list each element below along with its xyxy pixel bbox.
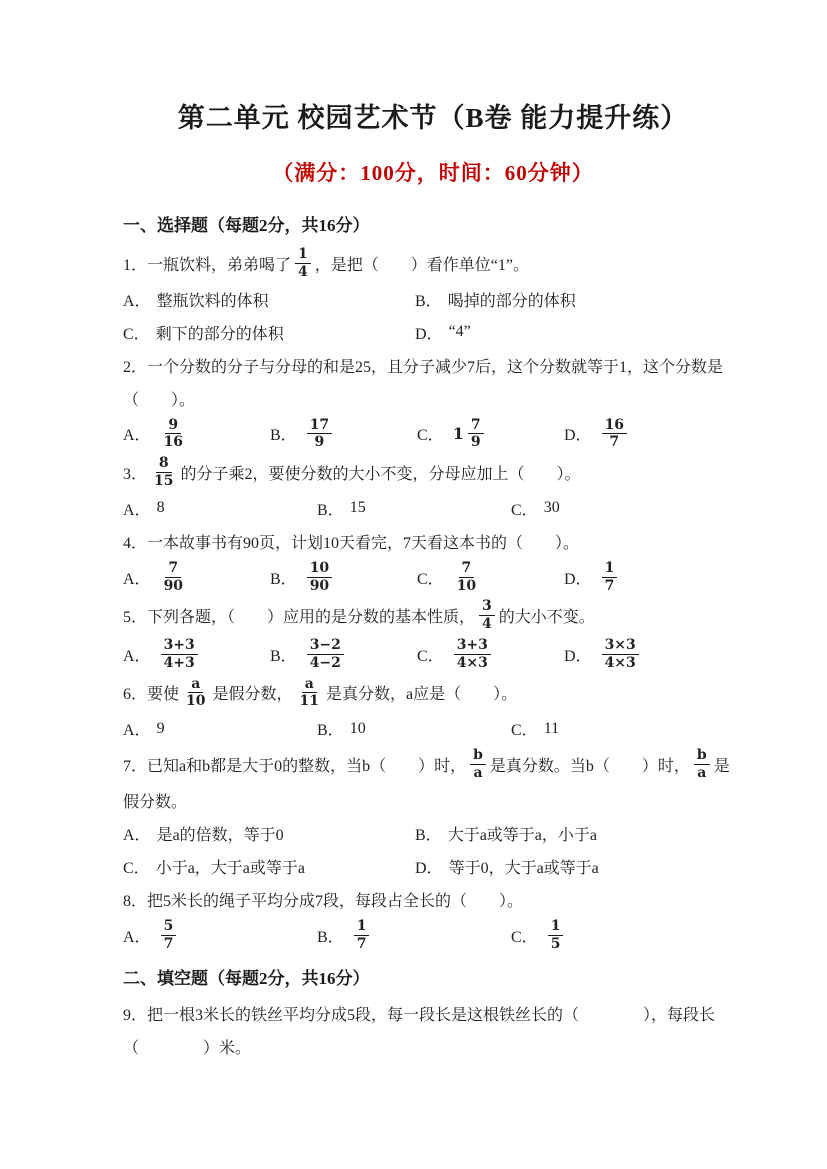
fraction: [479, 598, 495, 633]
option-label: C．: [417, 427, 444, 445]
option-label: D．: [415, 325, 443, 343]
text-segment: 3．: [123, 465, 148, 483]
fraction: [602, 637, 639, 672]
fraction-denominator: 15: [154, 472, 174, 489]
question-7-option-D: [415, 855, 743, 878]
question-1-option-C: [123, 321, 415, 344]
question-2-option-B: [270, 415, 417, 454]
text-segment: 30: [543, 499, 560, 517]
question-1-option-B: [415, 288, 743, 311]
fraction: [694, 747, 710, 782]
option-label: A．: [123, 292, 151, 310]
fraction-denominator: 9: [314, 434, 325, 451]
question-6-option-C: [511, 717, 743, 740]
fraction-denominator: 4: [482, 616, 492, 633]
option-label: B．: [415, 292, 442, 310]
text-segment: 整瓶饮料的体积: [156, 292, 269, 310]
question-5-option-A: [123, 635, 270, 674]
fraction-numerator: 3×3: [602, 637, 639, 655]
fraction-numerator: 1: [295, 246, 311, 264]
fraction-denominator: 7: [609, 434, 620, 451]
question-6-option-B: [317, 717, 511, 740]
fraction-denominator: 4−2: [309, 654, 341, 671]
exam-subtitle: （满分：100分，时间：60分钟）: [272, 161, 594, 185]
text-segment: ，是把（ ）看作单位“1”。: [314, 256, 529, 274]
fraction: [151, 455, 176, 490]
option-label: D．: [564, 570, 592, 588]
question-8-options-row: [123, 916, 743, 955]
text-segment: 小于a，大于a或等于a: [155, 859, 305, 877]
text-segment: 是真分数。当b（ ）时，: [489, 757, 690, 775]
question-5-option-C: [417, 635, 564, 674]
fraction: [454, 637, 491, 672]
question-2-line: [123, 349, 743, 382]
text-segment: 7．已知a和b都是大于0的整数，当b（ ）时，: [123, 757, 467, 775]
exam-title: 第二单元 校园艺术节（B卷 能力提升练）: [177, 103, 689, 133]
fraction: [548, 918, 564, 953]
fraction-numerator: 3: [479, 598, 495, 616]
mixed-number-whole: 1: [452, 424, 464, 444]
fraction-denominator: 11: [299, 693, 319, 710]
question-3-options-row: [123, 492, 743, 525]
option-label: B．: [415, 826, 442, 844]
question-7-options-row: [123, 817, 743, 850]
text-segment: 剩下的部分的体积: [155, 325, 284, 343]
question-6-option-A: [123, 717, 317, 740]
question-3-option-A: [123, 497, 317, 520]
question-1-option-D: [415, 321, 743, 344]
option-label: C．: [511, 501, 538, 519]
question-3-line: [123, 453, 743, 492]
fraction: [468, 417, 484, 452]
text-segment: 8: [156, 499, 165, 517]
option-label: A．: [123, 427, 151, 445]
fraction-numerator: 3−2: [307, 637, 344, 655]
fraction: [161, 918, 177, 953]
option-label: C．: [123, 859, 150, 877]
question-1-options-row: [123, 283, 743, 316]
fraction-numerator: a: [302, 676, 317, 694]
fraction: [602, 417, 627, 452]
fraction-denominator: 4×3: [604, 654, 636, 671]
question-8-option-A: [123, 916, 317, 955]
fraction-denominator: 7: [604, 577, 615, 594]
question-1-option-A: [123, 288, 415, 311]
question-8-line: [123, 883, 743, 916]
question-7-options-row: [123, 850, 743, 883]
fraction-numerator: 17: [307, 417, 332, 435]
option-label: C．: [417, 570, 444, 588]
text-segment: （ ）米。: [123, 1040, 252, 1058]
text-segment: 是假分数，: [212, 686, 293, 704]
question-2-option-D: [564, 415, 743, 454]
text-segment: 等于0，大于a或等于a: [448, 859, 599, 877]
option-label: C．: [417, 647, 444, 665]
question-5-line: [123, 596, 743, 635]
text-segment: 假分数。: [123, 793, 188, 811]
fraction-numerator: b: [694, 747, 710, 765]
text-segment: 9．把一根3米长的铁丝平均分成5段，每一段长是这根铁丝长的（ ），每段长: [123, 1007, 716, 1025]
option-label: C．: [123, 325, 150, 343]
question-6-line: [123, 674, 743, 713]
text-segment: 4．一本故事书有90页，计划10天看完，7天看这本书的（ ）。: [123, 534, 580, 552]
option-label: A．: [123, 501, 151, 519]
question-2-option-C: [417, 415, 564, 454]
question-5-options-row: [123, 635, 743, 674]
option-label: D．: [564, 427, 592, 445]
option-label: B．: [317, 928, 344, 946]
question-1-line: [123, 244, 743, 283]
section-heading-2: 二、填空题（每题2分，共16分）: [123, 969, 370, 989]
text-segment: 是a的倍数，等于0: [156, 826, 284, 844]
fraction-denominator: 4: [298, 263, 308, 280]
question-9-line: [123, 1030, 743, 1063]
option-label: C．: [511, 722, 538, 740]
fraction: [307, 560, 332, 595]
fraction: [161, 417, 186, 452]
fraction-denominator: 5: [550, 935, 561, 952]
text-segment: 是: [713, 757, 730, 775]
sections: [123, 211, 743, 1063]
fraction-numerator: 7: [468, 417, 484, 435]
fraction-numerator: 1: [354, 918, 370, 936]
fraction: [307, 417, 332, 452]
fraction: [295, 246, 311, 281]
question-5-option-B: [270, 635, 417, 674]
question-1-options-row: [123, 316, 743, 349]
question-7-option-A: [123, 822, 415, 845]
option-label: A．: [123, 826, 151, 844]
fraction-denominator: 90: [309, 577, 330, 594]
question-4-option-C: [417, 558, 564, 597]
question-4-line: [123, 525, 743, 558]
text-segment: 6．要使: [123, 686, 180, 704]
fraction-numerator: 7: [459, 560, 475, 578]
question-4-option-B: [270, 558, 417, 597]
text-segment: 喝掉的部分的体积: [447, 292, 576, 310]
text-segment: “4”: [448, 323, 471, 341]
fraction-numerator: 8: [156, 455, 172, 473]
question-7-option-C: [123, 855, 415, 878]
question-6-options-row: [123, 712, 743, 745]
fraction-denominator: 90: [163, 577, 184, 594]
text-segment: 2．一个分数的分子与分母的和是25，且分子减少7后，这个分数就等于1，这个分数是: [123, 358, 724, 376]
fraction-numerator: 3+3: [454, 637, 491, 655]
fraction-denominator: a: [473, 764, 483, 781]
fraction-numerator: b: [470, 747, 486, 765]
fraction: [183, 676, 208, 711]
fraction: [470, 747, 486, 782]
question-7-line: [123, 745, 743, 784]
fraction: [602, 560, 618, 595]
fraction-numerator: 10: [307, 560, 332, 578]
fraction-numerator: 16: [602, 417, 627, 435]
question-7-option-B: [415, 822, 743, 845]
fraction-denominator: 10: [456, 577, 477, 594]
question-8-option-C: [511, 916, 743, 955]
question-3-option-C: [511, 497, 743, 520]
fraction-denominator: 10: [186, 693, 206, 710]
fraction-denominator: 4×3: [456, 654, 488, 671]
text-segment: 的分子乘2，要使分数的大小不变，分母应加上（ ）。: [180, 465, 581, 483]
text-segment: 是真分数，a应是（ ）。: [326, 686, 518, 704]
fraction-numerator: 1: [602, 560, 618, 578]
text-segment: 9: [156, 719, 165, 737]
fraction-numerator: a: [188, 676, 203, 694]
question-9-line: [123, 997, 743, 1030]
question-2-options-row: [123, 415, 743, 454]
option-label: A．: [123, 722, 151, 740]
option-label: D．: [564, 647, 592, 665]
option-label: A．: [123, 647, 151, 665]
fraction-numerator: 1: [548, 918, 564, 936]
section-heading-1: 一、选择题（每题2分，共16分）: [123, 216, 370, 235]
text-segment: 11: [543, 719, 560, 737]
option-label: C．: [511, 928, 538, 946]
fraction-numerator: 3+3: [161, 637, 198, 655]
option-label: B．: [270, 570, 297, 588]
fraction-denominator: 4+3: [163, 654, 195, 671]
fraction: [354, 918, 370, 953]
option-label: B．: [270, 427, 297, 445]
text-segment: （ ）。: [123, 391, 196, 409]
option-label: D．: [415, 859, 443, 877]
fraction: [161, 637, 198, 672]
option-label: A．: [123, 570, 151, 588]
fraction-denominator: 9: [470, 434, 481, 451]
question-7-line: [123, 784, 743, 817]
option-label: B．: [270, 647, 297, 665]
fraction: [161, 560, 186, 595]
question-4-option-A: [123, 558, 270, 597]
text-segment: 5．下列各题，（ ）应用的是分数的基本性质，: [123, 609, 476, 627]
text-segment: 大于a或等于a，小于a: [447, 826, 597, 844]
option-label: A．: [123, 928, 151, 946]
fraction-numerator: 5: [161, 918, 177, 936]
text-segment: 的大小不变。: [498, 609, 595, 627]
text-segment: 10: [349, 719, 366, 737]
option-label: B．: [317, 501, 344, 519]
text-segment: 1．一瓶饮料，弟弟喝了: [123, 256, 292, 274]
fraction-numerator: 9: [165, 417, 181, 435]
question-4-option-D: [564, 558, 743, 597]
fraction-denominator: 16: [163, 434, 184, 451]
fraction-numerator: 7: [165, 560, 181, 578]
option-label: B．: [317, 722, 344, 740]
text-segment: 15: [349, 499, 366, 517]
fraction-denominator: 7: [356, 935, 367, 952]
question-4-options-row: [123, 558, 743, 597]
question-3-option-B: [317, 497, 511, 520]
question-8-option-B: [317, 916, 511, 955]
fraction-denominator: 7: [163, 935, 174, 952]
question-2-line: [123, 382, 743, 415]
fraction: [454, 560, 479, 595]
fraction: [307, 637, 344, 672]
text-segment: 8．把5米长的绳子平均分成7段，每段占全长的（ ）。: [123, 892, 524, 910]
fraction-denominator: a: [697, 764, 707, 781]
question-2-option-A: [123, 415, 270, 454]
question-5-option-D: [564, 635, 743, 674]
fraction: [297, 676, 322, 711]
